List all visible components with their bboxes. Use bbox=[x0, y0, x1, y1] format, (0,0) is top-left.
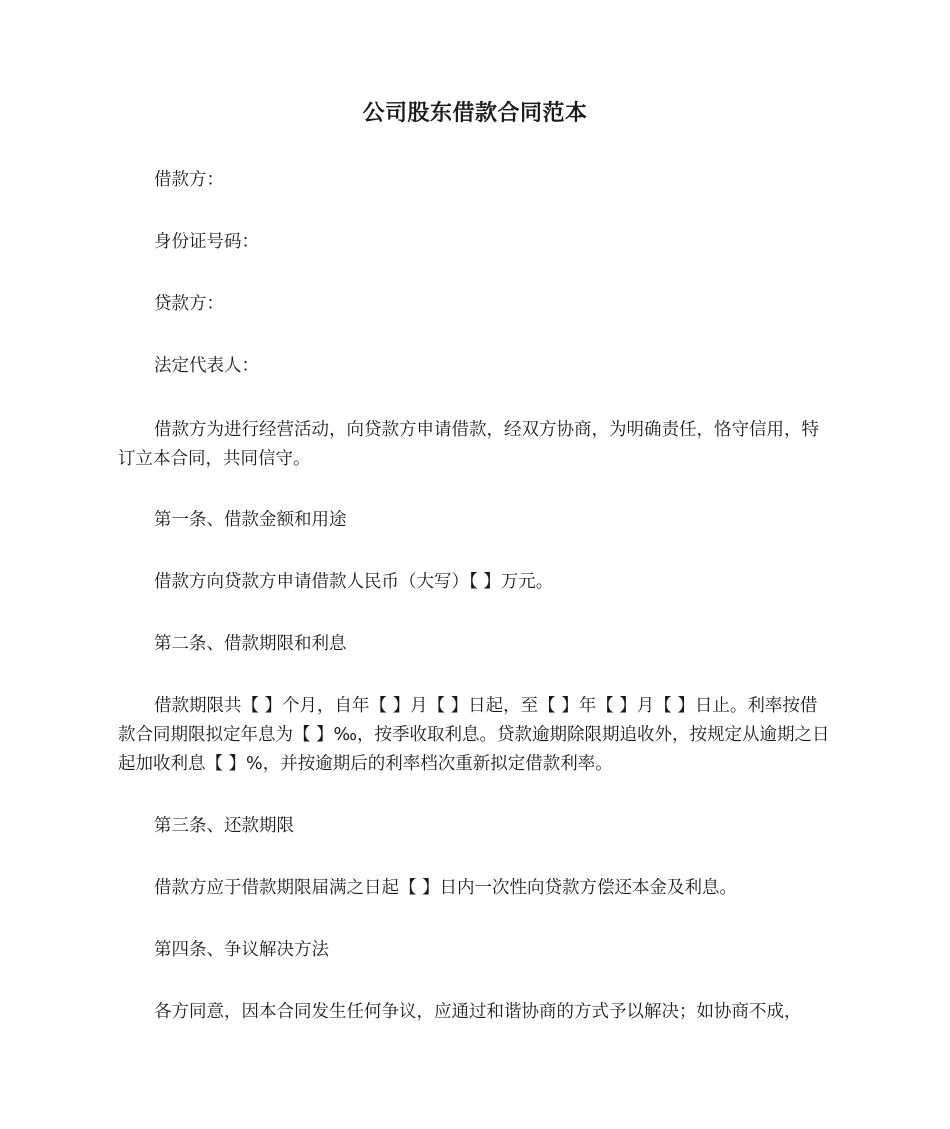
field-legal-representative: 法定代表人： bbox=[154, 356, 259, 376]
intro-paragraph: 借款方为进行经营活动，向贷款方申请借款，经双方协商，为明确责任，恪守信用，特订立本合同，共同信守。 bbox=[118, 420, 819, 469]
article-3-body: 借款方应于借款期限届满之日起【 】日内一次性向贷款方偿还本金及利息。 bbox=[154, 878, 738, 898]
article-1-heading: 第一条、借款金额和用途 bbox=[154, 510, 347, 530]
article-2-body: 借款期限共【 】个月，自年【 】月【 】日起，至【 】年【 】月【 】日止。利率按借款合同期限拟定年息为【 】‰，按季收取利息。贷款逾期除限期追收外，按规定从逾期之日起加收利息【 】%，并按逾期后的利率档次重新拟定借款利率。 bbox=[118, 696, 830, 774]
article-1-body: 借款方向贷款方申请借款人民币（大写）【 】万元。 bbox=[154, 572, 554, 592]
field-borrower: 借款方： bbox=[154, 170, 224, 190]
article-4-body: 各方同意，因本合同发生任何争议，应通过和谐协商的方式予以解决；如协商不成， bbox=[154, 1002, 802, 1022]
field-lender: 贷款方： bbox=[154, 294, 224, 314]
article-2-heading: 第二条、借款期限和利息 bbox=[154, 634, 347, 654]
article-4-heading: 第四条、争议解决方法 bbox=[154, 940, 329, 960]
article-3-heading: 第三条、还款期限 bbox=[154, 816, 294, 836]
field-id-number: 身份证号码： bbox=[154, 232, 259, 252]
document-title: 公司股东借款合同范本 bbox=[362, 101, 588, 126]
